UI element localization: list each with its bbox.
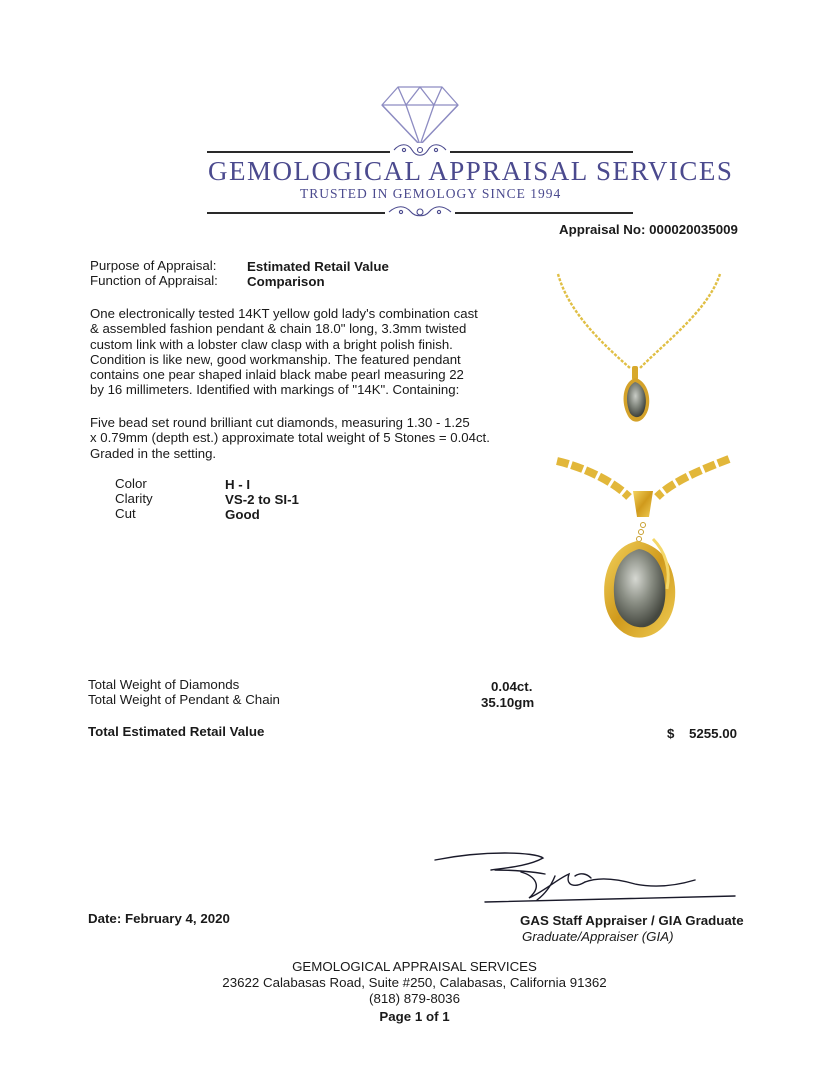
appraiser-subtitle: Graduate/Appraiser (GIA) <box>522 929 674 944</box>
handwritten-signature <box>425 846 745 908</box>
retail-value-label: Total Estimated Retail Value <box>88 724 265 739</box>
diamond-description <box>90 415 490 461</box>
appraiser-title: GAS Staff Appraiser / GIA Graduate <box>520 913 744 928</box>
appraisal-date: Date: February 4, 2020 <box>88 911 230 926</box>
function-label: Function of Appraisal: <box>90 273 218 288</box>
diamond-line: Graded in the setting. <box>90 445 217 461</box>
description-line: & assembled fashion pendant & chain 18.0" long, 3.3mm twisted <box>90 321 467 337</box>
description-line: by 16 millimeters. Identified with markings of "14K". Containing: <box>90 382 460 398</box>
diamond-line: Five bead set round brilliant cut diamonds, measuring 1.30 - 1.25 <box>90 415 470 430</box>
grade-clarity-label: Clarity <box>115 491 153 506</box>
grade-clarity-value: VS-2 to SI-1 <box>225 492 299 507</box>
grade-cut-label: Cut <box>115 506 136 521</box>
appraisal-number-label: Appraisal No: <box>559 222 646 237</box>
total-pendant-value: 35.10gm <box>481 695 535 710</box>
company-tagline: TRUSTED IN GEMOLOGY SINCE 1994 <box>300 186 562 201</box>
pendant-necklace-photo <box>548 270 728 430</box>
footer-company: GEMOLOGICAL APPRAISAL SERVICES <box>292 959 537 974</box>
purpose-label: Purpose of Appraisal: <box>90 258 217 273</box>
description-line: custom link with a lobster claw clasp with a bright polish finish. <box>90 336 453 352</box>
item-description <box>90 306 478 398</box>
pendant-closeup-photo <box>553 455 733 650</box>
ornament-bottom-icon <box>385 203 455 221</box>
function-value: Comparison <box>247 274 325 289</box>
grade-color-value: H - I <box>225 477 251 492</box>
company-name: GEMOLOGICAL APPRAISAL SERVICES <box>208 156 734 186</box>
description-line: Condition is like new, good workmanship. The featured pendant <box>90 351 461 367</box>
description-line: contains one pear shaped inlaid black mabe pearl measuring 22 <box>90 367 464 383</box>
footer-address: 23622 Calabasas Road, Suite #250, Calabasas, California 91362 <box>222 975 607 990</box>
appraisal-number-value: 000020035009 <box>649 222 738 237</box>
diamond-line: x 0.79mm (depth est.) approximate total weight of 5 Stones = 0.04ct. <box>90 430 490 446</box>
retail-value: 5255.00 <box>689 726 738 741</box>
grade-cut-value: Good <box>225 507 260 522</box>
total-diamonds-value: 0.04ct. <box>491 679 533 694</box>
appraisal-number <box>559 222 738 238</box>
grade-color-label: Color <box>115 476 147 491</box>
footer-phone: (818) 879-8036 <box>369 991 460 1006</box>
page-number: Page 1 of 1 <box>379 1009 450 1024</box>
diamond-icon <box>380 85 460 147</box>
currency-symbol: $ <box>667 726 675 741</box>
description-line: One electronically tested 14KT yellow gold lady's combination cast <box>90 306 478 321</box>
total-diamonds-label: Total Weight of Diamonds <box>88 677 240 692</box>
purpose-value: Estimated Retail Value <box>247 259 389 274</box>
total-pendant-label: Total Weight of Pendant & Chain <box>88 692 280 707</box>
